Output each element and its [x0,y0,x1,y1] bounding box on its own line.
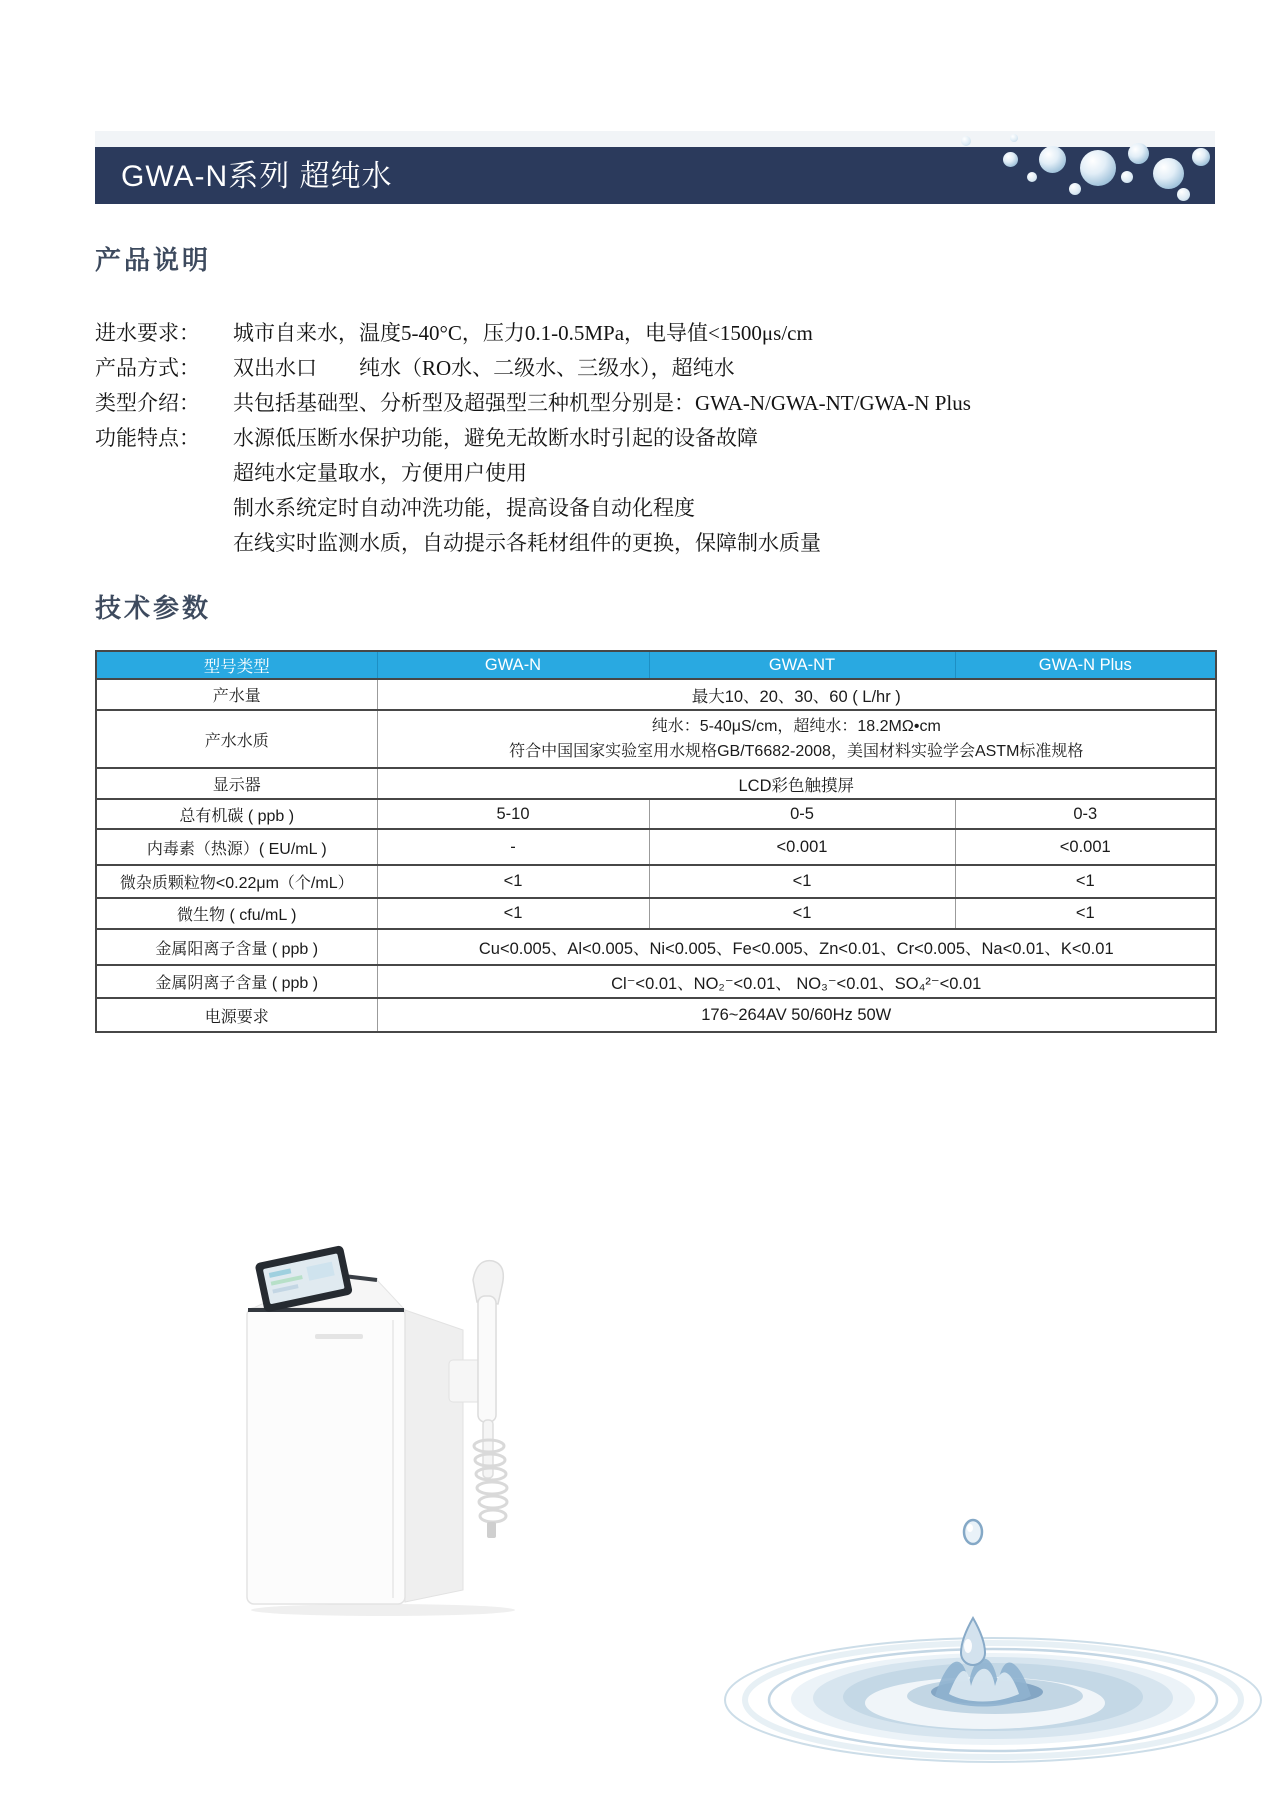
spec-value [377,710,1216,768]
spec-value: LCD彩色触摸屏 [377,768,1216,799]
desc-text: 双出水口 纯水（RO水、二级水、三级水），超纯水 [233,356,735,380]
table-row [96,829,1216,865]
desc-line [95,526,1225,561]
spec-value: <1 [649,865,955,898]
bubble-icon [1192,148,1210,166]
section-heading-tech: 技术参数 [95,593,212,623]
table-row [96,799,1216,829]
table-row [96,998,1216,1032]
spec-value: <0.001 [649,829,955,865]
desc-line [95,456,1225,491]
brand-mark [315,1334,363,1339]
spec-label: 显示器 [96,768,377,799]
desc-line [95,386,1225,421]
desc-line [95,491,1225,526]
desc-label: 产品方式： [95,356,200,380]
spec-label: 产水量 [96,679,377,710]
desc-text: 超纯水定量取水，方便用户使用 [233,461,527,485]
spec-value: 176~264AV 50/60Hz 50W [377,998,1216,1032]
desc-label: 功能特点： [95,426,200,450]
spec-value: 5-10 [377,799,649,829]
bubble-icon [1080,150,1116,186]
desc-text: 城市自来水，温度5-40°C，压力0.1-0.5MPa，电导值<1500μs/cm [233,321,813,345]
spec-value: - [377,829,649,865]
spec-value: <0.001 [955,829,1216,865]
column-header: GWA-NT [649,651,955,679]
header-top-strip [95,131,1215,147]
spec-value: <1 [955,865,1216,898]
desc-text: 共包括基础型、分析型及超强型三种机型分别是：GWA-N/GWA-NT/GWA-N Plus [233,391,971,415]
spec-table [95,650,1217,1033]
desc-label: 类型介绍： [95,391,200,415]
spec-label: 微生物 ( cfu/mL ) [96,898,377,929]
spec-value: <1 [649,898,955,929]
desc-line [95,351,1225,386]
column-header: 型号类型 [96,651,377,679]
table-row [96,679,1216,710]
spec-value: Cu<0.005、Al<0.005、Ni<0.005、Fe<0.005、Zn<0.01、Cr<0.005、Na<0.01、K<0.01 [377,929,1216,965]
bubble-icon [1121,171,1133,183]
bubble-icon [1153,158,1184,189]
spec-label: 金属阳离子含量 ( ppb ) [96,929,377,965]
bubble-icon [961,136,971,146]
bubble-icon [1010,134,1018,142]
desc-text: 在线实时监测水质，自动提示各耗材组件的更换，保障制水质量 [233,531,821,555]
spec-value: 0-5 [649,799,955,829]
spec-label: 金属阴离子含量 ( ppb ) [96,965,377,998]
bubble-icon [1128,143,1149,164]
bubble-icon [1003,152,1018,167]
spec-value: 最大10、20、30、60 ( L/hr ) [377,679,1216,710]
spec-label: 总有机碳 ( ppb ) [96,799,377,829]
spec-value-line: 纯水：5-40μS/cm，超纯水：18.2MΩ•cm [651,718,941,735]
page-title: GWA-N系列 超纯水 [121,160,393,193]
bubble-icon [1177,188,1190,201]
desc-text: 制水系统定时自动冲洗功能，提高设备自动化程度 [233,496,695,520]
column-header: GWA-N [377,651,649,679]
spec-label: 电源要求 [96,998,377,1032]
table-row [96,768,1216,799]
bubble-icon [1027,172,1037,182]
table-header-row [96,651,1216,679]
table-row [96,929,1216,965]
bubble-icon [1069,183,1081,195]
desc-text: 水源低压断水保护功能，避免无故断水时引起的设备故障 [233,426,758,450]
spec-label: 微杂质颗粒物<0.22μm（个/mL） [96,865,377,898]
spec-value: 0-3 [955,799,1216,829]
product-description [95,316,1225,561]
desc-label: 进水要求： [95,321,200,345]
desc-line [95,421,1225,456]
bubble-icon [1039,146,1066,173]
water-splash-image [705,1500,1275,1800]
water-purifier-image [243,1238,535,1620]
section-heading-product: 产品说明 [95,245,212,275]
desc-line [95,316,1225,351]
spec-label: 内毒素（热源）( EU/mL ) [96,829,377,865]
spec-value: <1 [377,865,649,898]
table-row [96,865,1216,898]
table-row [96,898,1216,929]
dispenser-gun [473,1261,507,1538]
column-header: GWA-N Plus [955,651,1216,679]
spec-value: <1 [377,898,649,929]
table-row [96,965,1216,998]
table-row [96,710,1216,768]
spec-value: Cl⁻<0.01、NO₂⁻<0.01、 NO₃⁻<0.01、SO₄²⁻<0.01 [377,965,1216,998]
spec-value: <1 [955,898,1216,929]
spec-value-line: 符合中国国家实验室用水规格GB/T6682-2008，美国材料实验学会ASTM标准规格 [509,743,1084,760]
spec-label: 产水水质 [96,710,377,768]
